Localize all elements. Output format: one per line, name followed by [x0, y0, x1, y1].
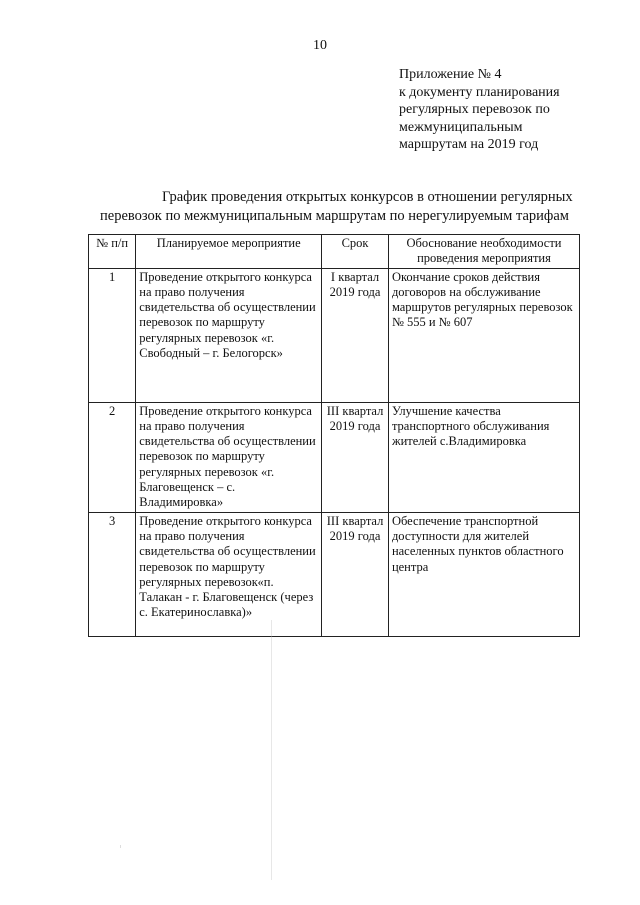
page-number: 10 — [313, 38, 327, 53]
appendix-line: к документу планирования — [399, 84, 560, 100]
row-term: I квартал 2019 года — [322, 268, 389, 402]
header-event: Планируемое мероприятие — [136, 235, 322, 269]
document-title — [92, 188, 602, 226]
scan-artifact — [271, 620, 272, 880]
row-term: III квартал 2019 года — [322, 512, 389, 636]
appendix-line: межмуниципальным — [399, 119, 523, 135]
title-line: перевозок по межмуниципальным маршрутам по нерегулируемым тарифам — [100, 208, 569, 224]
row-reason: Окончание сроков действия договоров на обслуживание маршрутов регулярных перевозок № 555 и № 607 — [388, 268, 579, 402]
row-event: Проведение открытого конкурса на право получения свидетельства об осуществлении перевозок по маршруту регулярных перевозок «г. Свободный – г. Белогорск» — [136, 268, 322, 402]
row-term: III квартал 2019 года — [322, 402, 389, 512]
title-line: График проведения открытых конкурсов в отношении регулярных — [162, 189, 573, 205]
row-num: 1 — [89, 268, 136, 402]
header-reason: Обоснование необходимости проведения мероприятия — [388, 235, 579, 269]
scan-artifact — [120, 845, 121, 848]
header-num: № п/п — [89, 235, 136, 269]
events-table — [88, 234, 580, 637]
table-header-row — [89, 235, 580, 269]
table-row — [89, 268, 580, 402]
row-reason: Улучшение качества транспортного обслуживания жителей с.Владимировка — [388, 402, 579, 512]
row-num: 2 — [89, 402, 136, 512]
appendix-line: маршрутам на 2019 год — [399, 137, 539, 152]
appendix-line: Приложение № 4 — [399, 67, 502, 82]
row-event: Проведение открытого конкурса на право получения свидетельства об осуществлении перевозок по маршруту регулярных перевозок «г. Благовещенск – с. Владимировка» — [136, 402, 322, 512]
row-reason: Обеспечение транспортной доступности для жителей населенных пунктов областного центра — [388, 512, 579, 636]
table-row — [89, 512, 580, 636]
row-event: Проведение открытого конкурса на право получения свидетельства об осуществлении перевозок по маршруту регулярных перевозок«п. Талакан - г. Благовещенск (через с. Екатеринославка)» — [136, 512, 322, 636]
header-term: Срок — [322, 235, 389, 269]
table-row — [89, 402, 580, 512]
row-num: 3 — [89, 512, 136, 636]
appendix-note — [399, 66, 599, 154]
appendix-line: регулярных перевозок по — [399, 102, 550, 117]
